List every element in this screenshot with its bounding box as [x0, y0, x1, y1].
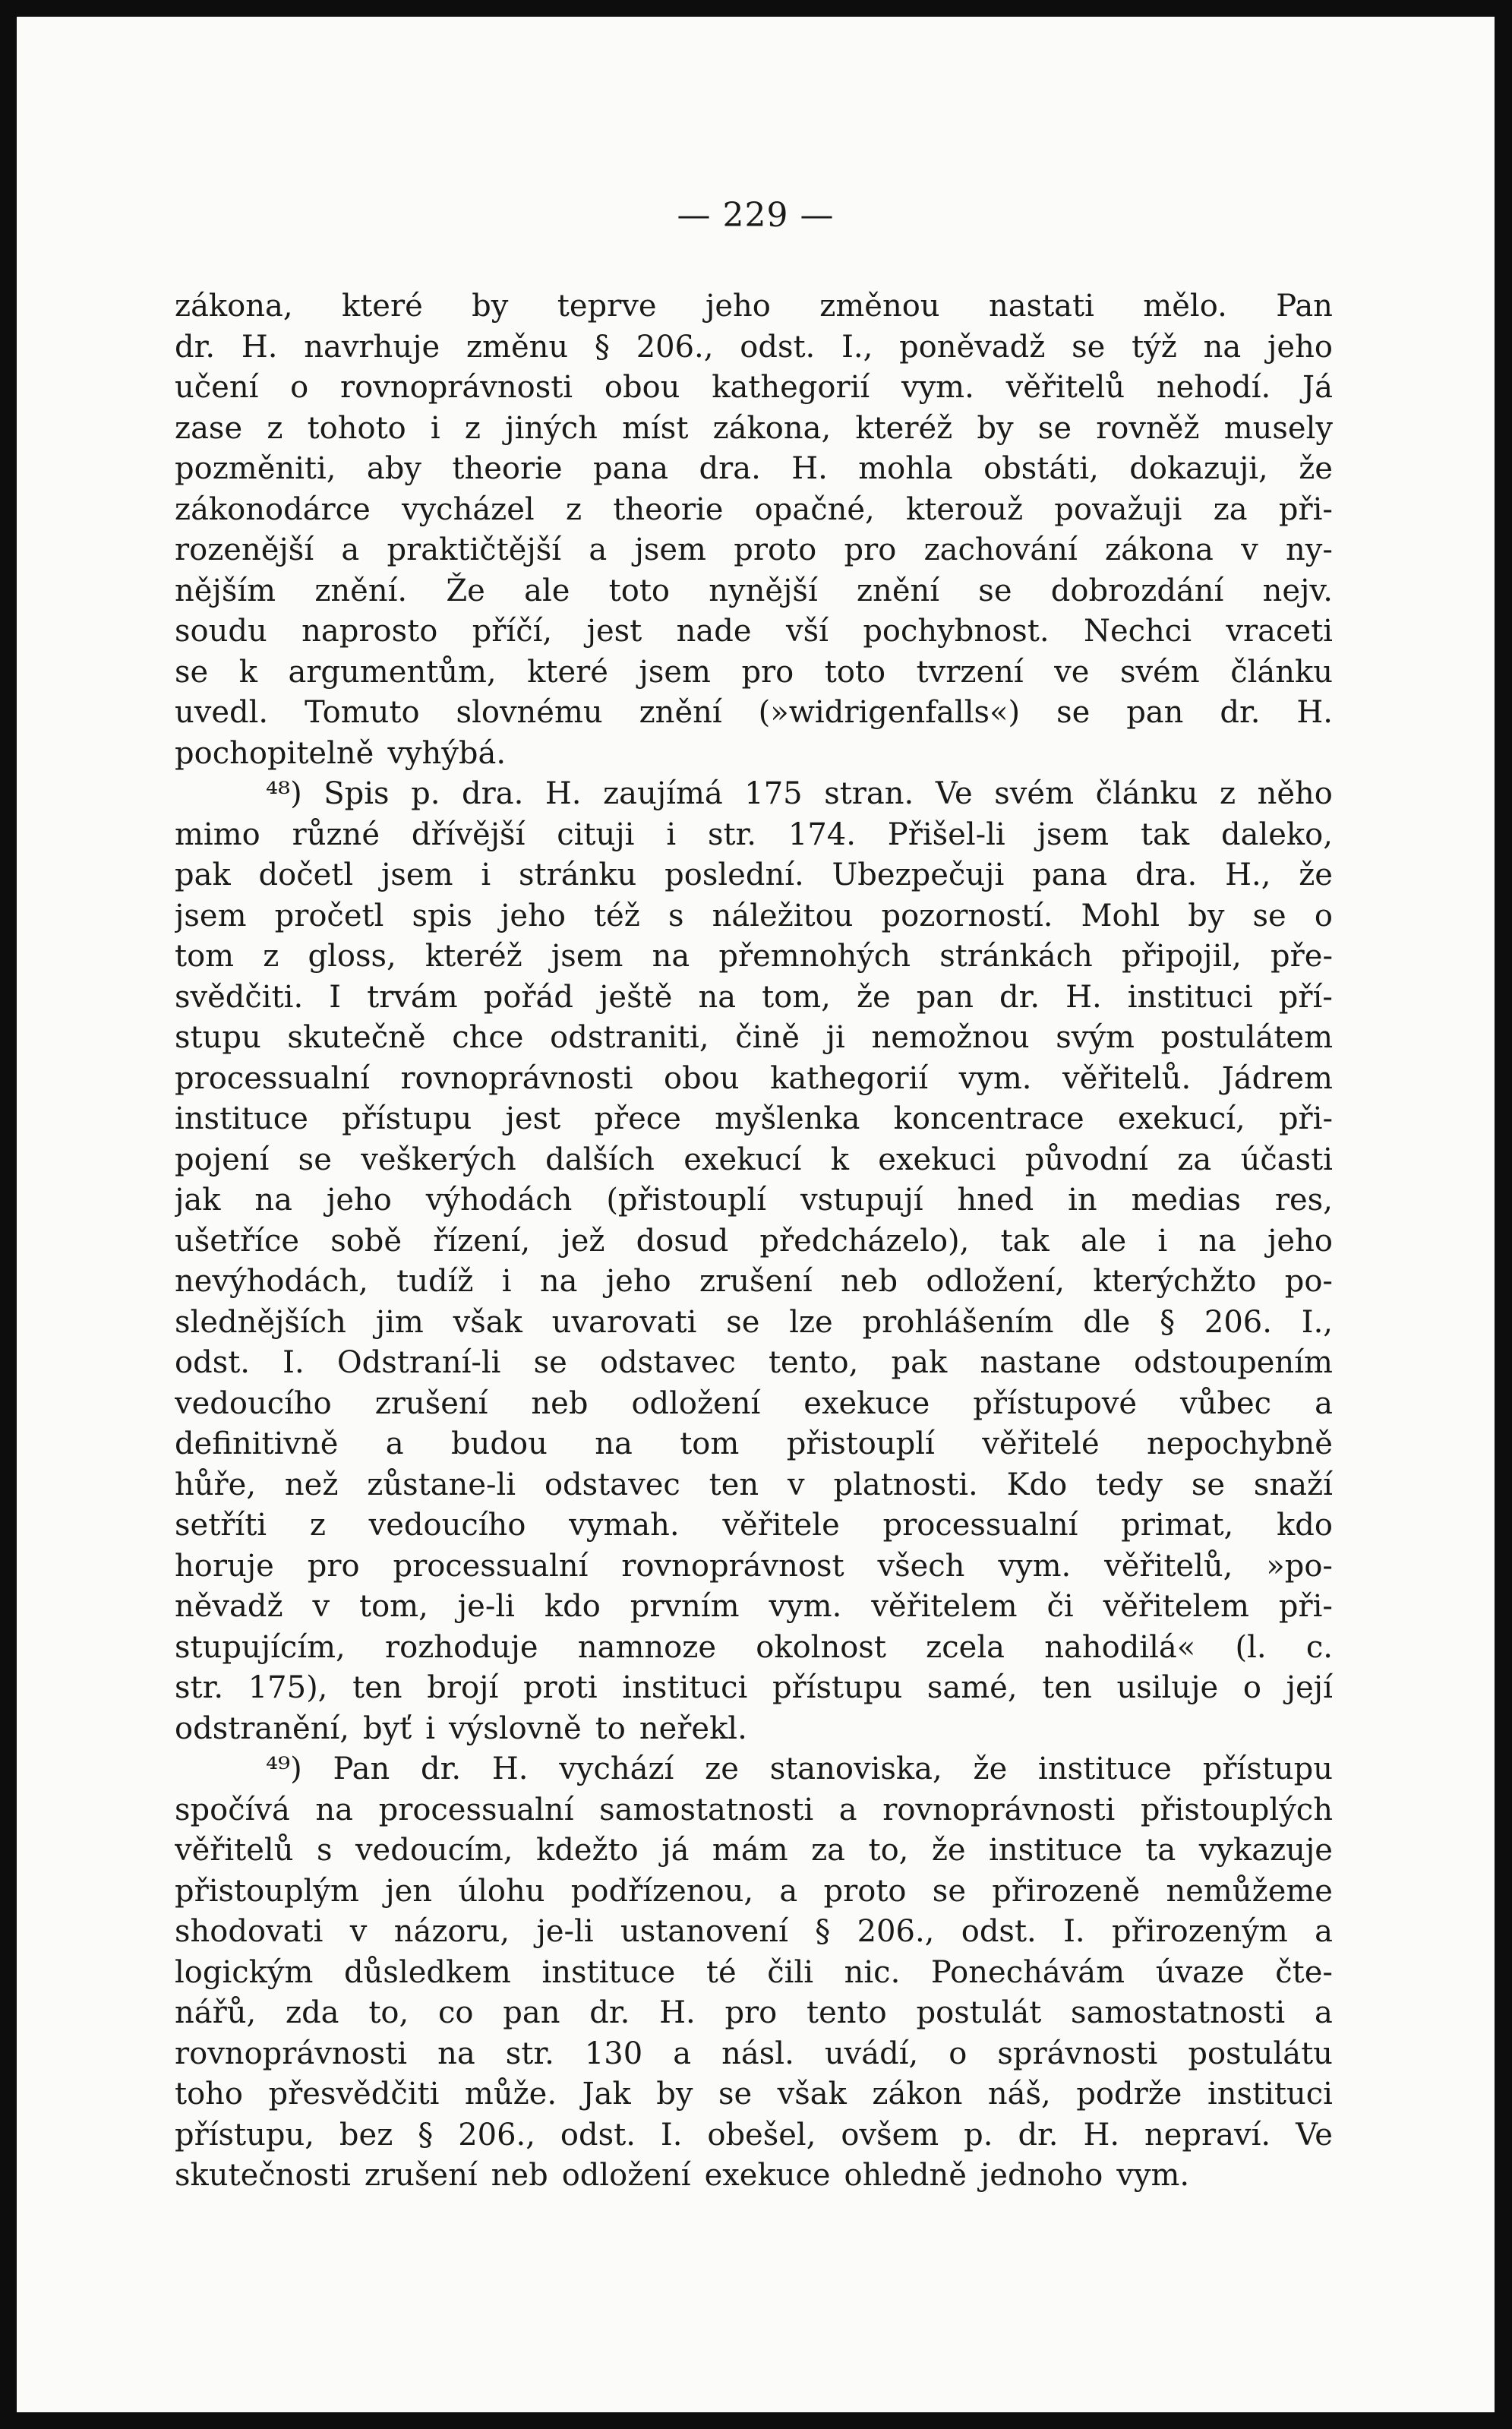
text-line: toho přesvědčiti může. Jak by se však zákon náš, podrže instituci: [175, 2077, 1333, 2112]
text-line: definitivně a budou na tom přistouplí věřitelé nepochybně: [175, 1426, 1333, 1461]
text-line: svědčiti. I trvám pořád ještě na tom, že pan dr. H. instituci pří-: [175, 979, 1333, 1015]
text-line: setříti z vedoucího vymah. věřitele processualní primat, kdo: [175, 1508, 1333, 1543]
text-line: přistouplým jen úlohu podřízenou, a proto se přirozeně nemůžeme: [175, 1873, 1333, 1909]
text-line: nějším znění. Že ale toto nynější znění se dobrozdání nejv.: [175, 573, 1333, 608]
text-line: instituce přístupu jest přece myšlenka koncentrace exekucí, při-: [175, 1101, 1333, 1136]
text-line: jsem pročetl spis jeho též s náležitou pozorností. Mohl by se o: [175, 898, 1333, 933]
text-line: rozenější a praktičtější a jsem proto pro zachování zákona v ny-: [175, 532, 1333, 567]
page-number: — 229 —: [677, 196, 835, 235]
body-text: [175, 286, 1333, 2197]
text-line: pak dočetl jsem i stránku poslední. Ubezpečuji pana dra. H., že: [175, 858, 1333, 892]
text-line: zase z tohoto i z jiných míst zákona, kteréž by se rovněž musely: [175, 410, 1333, 446]
text-line: ušetříce sobě řízení, jež dosud předcházelo), tak ale i na jeho: [175, 1223, 1333, 1259]
text-line: nářů, zda to, co pan dr. H. pro tento postulát samostatnosti a: [175, 1995, 1333, 2030]
text-line: horuje pro processualní rovnoprávnost všech vym. věřitelů, »po-: [175, 1548, 1333, 1584]
text-line: slednějších jim však uvarovati se lze prohlášením dle § 206. I.,: [175, 1304, 1333, 1340]
text-line: přístupu, bez § 206., odst. I. obešel, ovšem p. dr. H. nepraví. Ve: [175, 2117, 1333, 2153]
text-line: logickým důsledkem instituce té čili nic. Ponechávám úvaze čte-: [175, 1954, 1333, 1990]
text-line: rovnoprávnosti na str. 130 a násl. uvádí, o správnosti postulátu: [175, 2036, 1333, 2071]
text-line: str. 175), ten brojí proti instituci přístupu samé, ten usiluje o její: [175, 1670, 1333, 1705]
text-line: mimo různé dřívější cituji i str. 174. Přišel-li jsem tak daleko,: [175, 817, 1333, 852]
text-line: spočívá na processualní samostatnosti a rovnoprávnosti přistouplých: [175, 1792, 1333, 1827]
text-line: ⁴⁸) Spis p. dra. H. zaujímá 175 stran. Ve svém článku z něho: [266, 776, 1333, 811]
text-line: shodovati v názoru, je-li ustanovení § 206., odst. I. přirozeným a: [175, 1914, 1333, 1949]
text-line: pochopitelně vyhýbá.: [175, 735, 507, 771]
text-line: uvedl. Tomuto slovnému znění (»widrigenfalls«) se pan dr. H.: [175, 695, 1333, 730]
text-line: tom z gloss, kteréž jsem na přemnohých stránkách připojil, pře-: [175, 939, 1333, 974]
page-sheet: [17, 17, 1495, 2412]
text-line: odstranění, byť i výslovně to neřekl.: [175, 1710, 747, 1746]
text-line: věřitelů s vedoucím, kdežto já mám za to, že instituce ta vykazuje: [175, 1833, 1333, 1868]
text-line: soudu naprosto příčí, jest nade vší pochybnost. Nechci vraceti: [175, 614, 1333, 649]
text-line: vedoucího zrušení neb odložení exekuce přístupové vůbec a: [175, 1385, 1333, 1421]
text-line: pojení se veškerých dalších exekucí k exekuci původní za účasti: [175, 1142, 1333, 1177]
text-line: ⁴⁹) Pan dr. H. vychází ze stanoviska, že instituce přístupu: [266, 1751, 1333, 1786]
text-line: pozměniti, aby theorie pana dra. H. mohla obstáti, dokazuji, že: [175, 451, 1333, 486]
text-line: učení o rovnoprávnosti obou kathegorií vym. věřitelů nehodí. Já: [175, 370, 1333, 405]
text-line: processualní rovnoprávnosti obou kathegorií vym. věřitelů. Jádrem: [175, 1060, 1333, 1096]
text-line: skutečnosti zrušení neb odložení exekuce ohledně jednoho vym.: [175, 2158, 1190, 2193]
text-line: hůře, než zůstane-li odstavec ten v platnosti. Kdo tedy se snaží: [175, 1467, 1333, 1502]
text-line: nevýhodách, tudíž i na jeho zrušení neb odložení, kterýchžto po-: [175, 1264, 1333, 1299]
text-line: něvadž v tom, je-li kdo prvním vym. věřitelem či věřitelem při-: [175, 1589, 1333, 1624]
text-line: stupujícím, rozhoduje namnoze okolnost zcela nahodilá« (l. c.: [175, 1629, 1333, 1665]
text-line: zákonodárce vycházel z theorie opačné, kterouž považuji za při-: [175, 491, 1333, 527]
text-line: se k argumentům, které jsem pro toto tvrzení ve svém článku: [175, 654, 1333, 690]
text-line: dr. H. navrhuje změnu § 206., odst. I., poněvadž se týž na jeho: [175, 329, 1333, 365]
text-line: jak na jeho výhodách (přistouplí vstupují hned in medias res,: [175, 1183, 1333, 1218]
text-line: zákona, které by teprve jeho změnou nastati mělo. Pan: [175, 289, 1333, 324]
text-line: stupu skutečně chce odstraniti, čině ji nemožnou svým postulátem: [175, 1020, 1333, 1055]
text-line: odst. I. Odstraní-li se odstavec tento, pak nastane odstoupením: [175, 1345, 1333, 1380]
